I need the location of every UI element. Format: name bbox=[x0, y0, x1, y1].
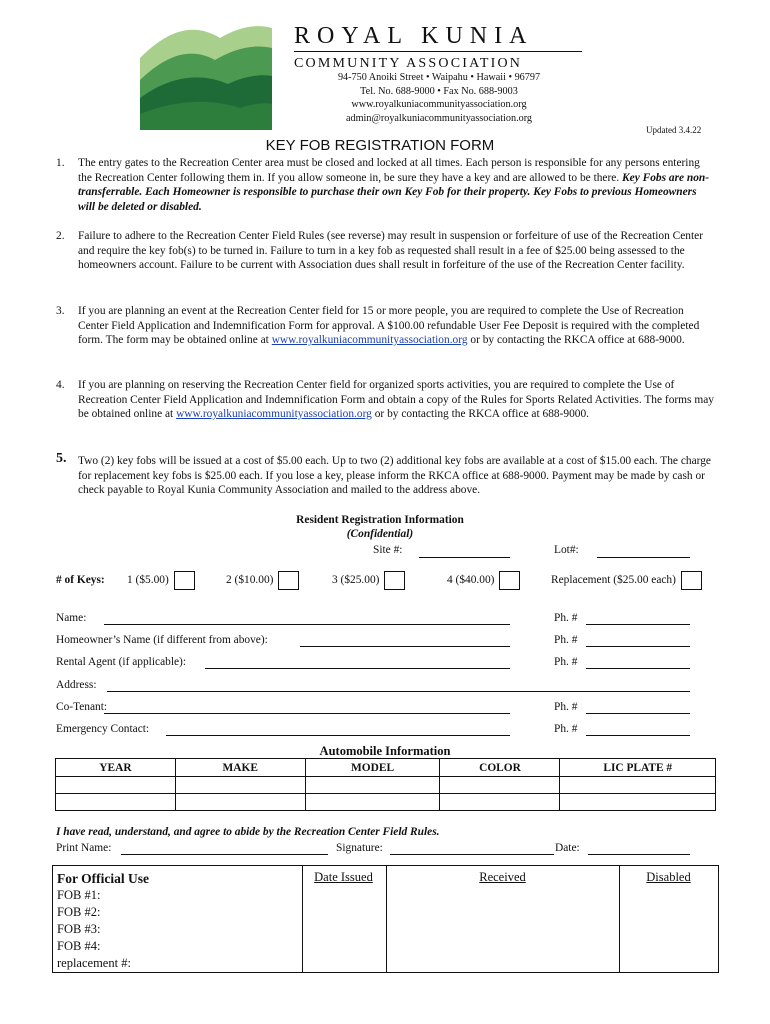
vehicle-2-model[interactable] bbox=[305, 794, 440, 811]
key-option-3 bbox=[332, 571, 405, 590]
fob-4-label: FOB #4: bbox=[57, 939, 101, 953]
key-option-label: 4 ($40.00) bbox=[447, 574, 495, 587]
site-label: Site #: bbox=[373, 544, 403, 556]
emergency-contact-input[interactable] bbox=[166, 722, 510, 736]
vehicle-1-model[interactable] bbox=[305, 777, 440, 794]
print-name-input[interactable] bbox=[121, 841, 328, 855]
website-link[interactable]: www.royalkuniacommunityassociation.org bbox=[271, 334, 468, 347]
cotenant-label: Co-Tenant: bbox=[56, 701, 108, 713]
key-option-replacement bbox=[551, 571, 702, 590]
automobile-heading: Automobile Information bbox=[319, 744, 451, 758]
signature-label: Signature: bbox=[336, 842, 383, 854]
updated-date: Updated 3.4.22 bbox=[646, 125, 702, 135]
rule-4 bbox=[56, 378, 716, 422]
col-make: MAKE bbox=[175, 759, 305, 777]
vehicle-2-color[interactable] bbox=[440, 794, 560, 811]
date-input[interactable] bbox=[588, 841, 690, 855]
vehicle-1-year[interactable] bbox=[56, 777, 176, 794]
address-label: Address: bbox=[56, 679, 97, 691]
rule-number: 4. bbox=[56, 379, 65, 391]
phone-label: Ph. # bbox=[554, 656, 578, 668]
cotenant-phone-input[interactable] bbox=[586, 700, 690, 714]
date-issued-column bbox=[301, 865, 387, 973]
emergency-phone-input[interactable] bbox=[586, 722, 690, 736]
disabled-label: Disabled bbox=[646, 870, 691, 884]
vehicle-2-year[interactable] bbox=[56, 794, 176, 811]
key-option-label: 3 ($25.00) bbox=[332, 574, 380, 587]
key-option-1 bbox=[127, 571, 195, 590]
agreement-statement: I have read, understand, and agree to abide by the Recreation Center Field Rules. bbox=[56, 826, 440, 838]
fob-3-label: FOB #3: bbox=[57, 922, 101, 936]
address-input[interactable] bbox=[107, 678, 690, 692]
vehicle-2-make[interactable] bbox=[175, 794, 305, 811]
confidential-label: (Confidential) bbox=[346, 528, 414, 540]
automobile-table bbox=[55, 758, 716, 811]
key-option-label: 1 ($5.00) bbox=[127, 574, 169, 587]
letterhead-rule bbox=[294, 51, 582, 52]
date-label: Date: bbox=[555, 842, 580, 854]
keys-label: # of Keys: bbox=[56, 574, 105, 586]
official-use-box bbox=[52, 865, 303, 973]
vehicle-2-plate[interactable] bbox=[560, 794, 716, 811]
org-subtitle: COMMUNITY ASSOCIATION bbox=[294, 56, 523, 71]
rule-text: Failure to adhere to the Recreation Center Field Rules (see reverse) may result in suspension or forfeiture of use of the Recreation Center and require the key fob(s) to be turned in. Failure to turn in a key fob as requested shall result in a fee of $25.00 being assessed to the homeowners account. Failure to be current with Association dues shall result in forfeiture of the use of the Recreation Center facility. bbox=[78, 230, 704, 272]
received-label: Received bbox=[479, 870, 526, 884]
print-name-label: Print Name: bbox=[56, 842, 112, 854]
rental-agent-input[interactable] bbox=[205, 655, 510, 669]
phone-label: Ph. # bbox=[554, 612, 578, 624]
site-input[interactable] bbox=[419, 543, 510, 558]
vehicle-1-make[interactable] bbox=[175, 777, 305, 794]
rule-5 bbox=[56, 451, 716, 498]
phone-label: Ph. # bbox=[554, 634, 578, 646]
received-column bbox=[386, 865, 620, 973]
vehicle-1-plate[interactable] bbox=[560, 777, 716, 794]
rule-number: 2. bbox=[56, 230, 65, 242]
contact-block bbox=[294, 71, 584, 125]
letterhead bbox=[294, 22, 584, 72]
phone-label: Ph. # bbox=[554, 723, 578, 735]
rule-text-after: or by contacting the RKCA office at 688-9000. bbox=[467, 334, 685, 347]
key-option-4 bbox=[447, 571, 520, 590]
phone-label: Ph. # bbox=[554, 701, 578, 713]
key-option-checkbox[interactable] bbox=[499, 571, 520, 590]
registration-heading: Resident Registration Information bbox=[296, 514, 464, 526]
table-header-row bbox=[56, 759, 716, 777]
rule-text-after: or by contacting the RKCA office at 688-9000. bbox=[371, 408, 590, 421]
replacement-fob-label: replacement #: bbox=[57, 956, 131, 970]
key-option-checkbox[interactable] bbox=[384, 571, 405, 590]
rule-text: If you are planning on reserving the Recreation Center field for organized sports activities, you are required to complete the Use of Recreation Center Field Application and Indemnification Form and obtain a copy of the Rules for Sports Related Activities. The forms may be obtained online at bbox=[78, 379, 714, 421]
emergency-contact-label: Emergency Contact: bbox=[56, 723, 150, 735]
col-lic-plate: LIC PLATE # bbox=[560, 759, 716, 777]
col-color: COLOR bbox=[440, 759, 560, 777]
key-option-checkbox[interactable] bbox=[174, 571, 195, 590]
table-row bbox=[56, 777, 716, 794]
key-option-label: Replacement ($25.00 each) bbox=[551, 574, 676, 587]
rule-1 bbox=[56, 156, 716, 214]
rule-number: 5. bbox=[56, 451, 67, 466]
rkca-logo bbox=[140, 18, 272, 130]
cotenant-input[interactable] bbox=[104, 700, 510, 714]
disabled-column bbox=[619, 865, 719, 973]
rule-number: 1. bbox=[56, 157, 65, 169]
official-use-heading: For Official Use bbox=[57, 871, 149, 886]
email: admin@royalkuniacommunityassociation.org bbox=[345, 112, 533, 124]
rule-text: The entry gates to the Recreation Center area must be closed and locked at all times. Each person is responsible for any persons entering the Recreation Center following them in. If you allow someone in, be sure they have a key and are allowed to be there. bbox=[78, 157, 700, 184]
org-name: ROYAL KUNIA bbox=[294, 23, 534, 49]
name-phone-input[interactable] bbox=[586, 611, 690, 625]
form-title: KEY FOB REGISTRATION FORM bbox=[265, 137, 495, 154]
key-option-checkbox[interactable] bbox=[278, 571, 299, 590]
homeowner-phone-input[interactable] bbox=[586, 633, 690, 647]
name-input[interactable] bbox=[104, 611, 510, 625]
name-label: Name: bbox=[56, 612, 87, 624]
phone-fax: Tel. No. 688-9000 • Fax No. 688-9003 bbox=[360, 85, 518, 97]
date-issued-label: Date Issued bbox=[314, 870, 373, 884]
vehicle-1-color[interactable] bbox=[440, 777, 560, 794]
key-option-label: 2 ($10.00) bbox=[226, 574, 274, 587]
fob-1-label: FOB #1: bbox=[57, 888, 101, 902]
table-row bbox=[56, 794, 716, 811]
rule-3 bbox=[56, 304, 716, 348]
rule-2 bbox=[56, 229, 716, 273]
signature-input[interactable] bbox=[390, 841, 554, 855]
website-link[interactable]: www.royalkuniacommunityassociation.org bbox=[176, 408, 372, 421]
website: www.royalkuniacommunityassociation.org bbox=[351, 99, 527, 111]
rental-agent-phone-input[interactable] bbox=[586, 655, 690, 669]
homeowner-input[interactable] bbox=[300, 633, 510, 647]
rule-emphasis: Key Fobs are non-transferrable. Each Homeowner is responsible to purchase their own Key Fob for their property. Key Fobs to previous Homeowners will be deleted or disabled. bbox=[78, 171, 710, 213]
rule-text: Two (2) key fobs will be issued at a cost of $5.00 each. Up to two (2) additional key fobs are available at a cost of $15.00 each. The charge for replacement key fobs is $25.00 each. If you lose a key, please inform the RKCA office at 688-9000. Payment may be made by cash or check payable to Royal Kunia Community Association and mailed to the address above. bbox=[78, 455, 711, 497]
col-year: YEAR bbox=[56, 759, 176, 777]
lot-label: Lot#: bbox=[554, 544, 579, 556]
rule-number: 3. bbox=[56, 305, 65, 317]
col-model: MODEL bbox=[305, 759, 440, 777]
rule-text: If you are planning an event at the Recreation Center field for 15 or more people, you are required to complete the Use of Recreation Center Field Application and Indemnification Form for approval. A $100.00 refundable User Fee Deposit is required with the completed form. The form may be obtained online at bbox=[78, 305, 700, 347]
lot-input[interactable] bbox=[597, 543, 690, 558]
key-option-checkbox[interactable] bbox=[681, 571, 702, 590]
rental-agent-label: Rental Agent (if applicable): bbox=[56, 656, 186, 668]
street-address: 94-750 Anoiki Street • Waipahu • Hawaii • 96797 bbox=[337, 72, 541, 83]
homeowner-label: Homeowner’s Name (if different from above): bbox=[56, 634, 268, 646]
fob-2-label: FOB #2: bbox=[57, 905, 101, 919]
key-option-2 bbox=[226, 571, 299, 590]
